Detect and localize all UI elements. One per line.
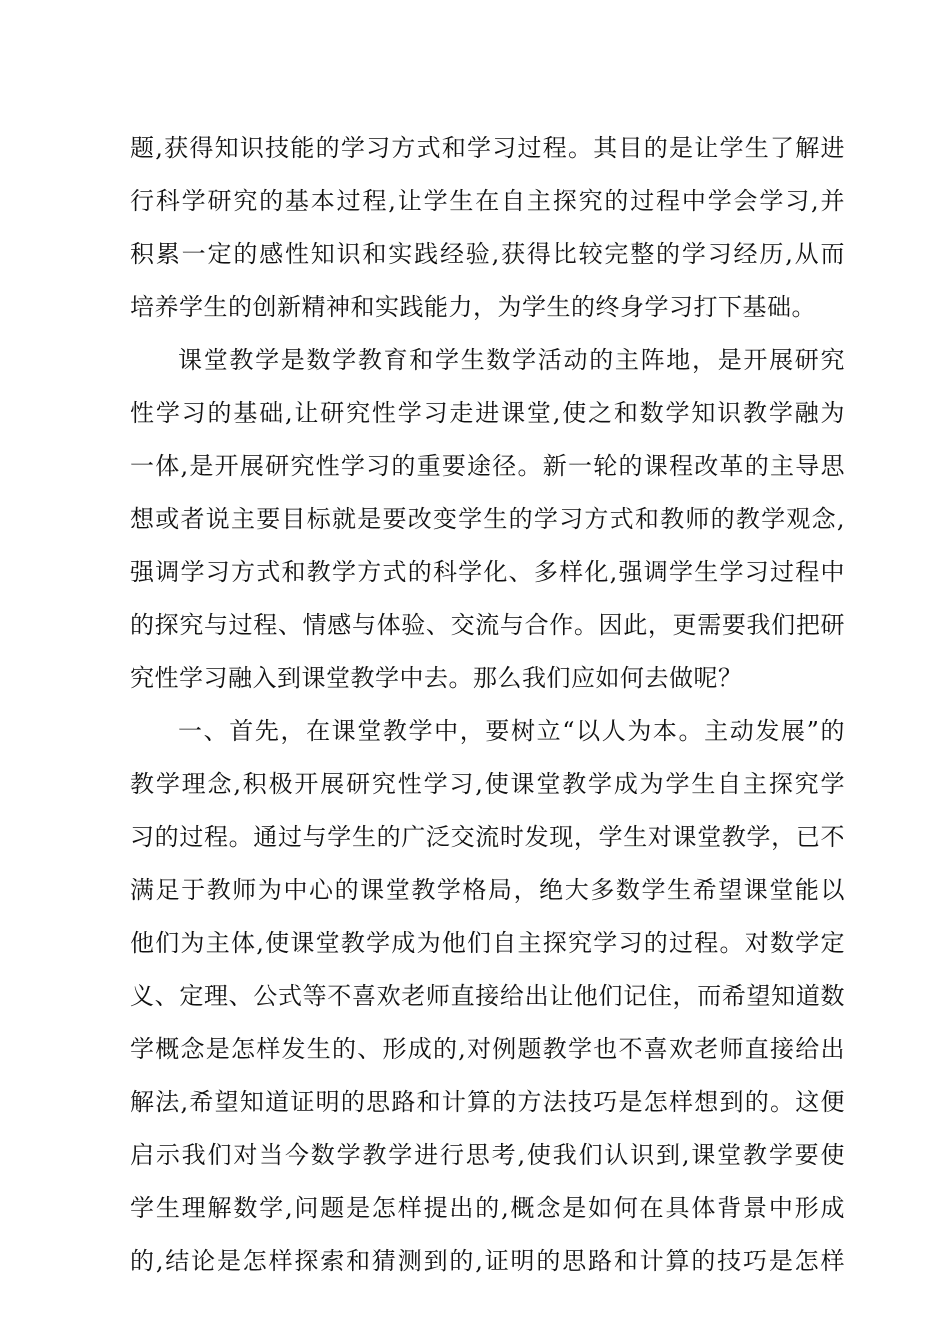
- text-line: 满足于教师为中心的课堂教学格局，绝大多数学生希望课堂能以: [130, 876, 845, 904]
- text-line: 启示我们对当今数学教学进行思考,使我们认识到,课堂教学要使: [130, 1141, 845, 1169]
- text-line: 想或者说主要目标就是要改变学生的学习方式和教师的教学观念,: [130, 505, 845, 533]
- text-line: 课堂教学是数学教育和学生数学活动的主阵地，是开展研究: [178, 346, 845, 374]
- text-line: 题,获得知识技能的学习方式和学习过程。其目的是让学生了解进: [130, 134, 845, 162]
- text-line: 培养学生的创新精神和实践能力，为学生的终身学习打下基础。: [130, 293, 816, 321]
- text-line: 性学习的基础,让研究性学习走进课堂,使之和数学知识教学融为: [130, 399, 845, 427]
- text-line: 的探究与过程、情感与体验、交流与合作。因此，更需要我们把研: [130, 611, 845, 639]
- text-line: 解法,希望知道证明的思路和计算的方法技巧是怎样想到的。这便: [130, 1088, 845, 1116]
- text-line: 学概念是怎样发生的、形成的,对例题教学也不喜欢老师直接给出: [130, 1035, 845, 1063]
- text-line: 一体,是开展研究性学习的重要途径。新一轮的课程改革的主导思: [130, 452, 845, 480]
- text-line: 的,结论是怎样探索和猜测到的,证明的思路和计算的技巧是怎样: [130, 1247, 845, 1275]
- text-line: 义、定理、公式等不喜欢老师直接给出让他们记住，而希望知道数: [130, 982, 845, 1010]
- text-line: 教学理念,积极开展研究性学习,使课堂教学成为学生自主探究学: [130, 770, 845, 798]
- text-line: 习的过程。通过与学生的广泛交流时发现，学生对课堂教学，已不: [130, 823, 845, 851]
- text-line: 他们为主体,使课堂教学成为他们自主探究学习的过程。对数学定: [130, 929, 845, 957]
- text-line: 学生理解数学,问题是怎样提出的,概念是如何在具体背景中形成: [130, 1194, 845, 1222]
- text-line: 一、首先，在课堂教学中，要树立“以人为本。主动发展”的: [178, 717, 845, 745]
- text-line: 强调学习方式和教学方式的科学化、多样化,强调学生学习过程中: [130, 558, 845, 586]
- text-line: 积累一定的感性知识和实践经验,获得比较完整的学习经历,从而: [130, 240, 845, 268]
- text-line: 究性学习融入到课堂教学中去。那么我们应如何去做呢？: [130, 664, 743, 692]
- text-line: 行科学研究的基本过程,让学生在自主探究的过程中学会学习,并: [130, 187, 845, 215]
